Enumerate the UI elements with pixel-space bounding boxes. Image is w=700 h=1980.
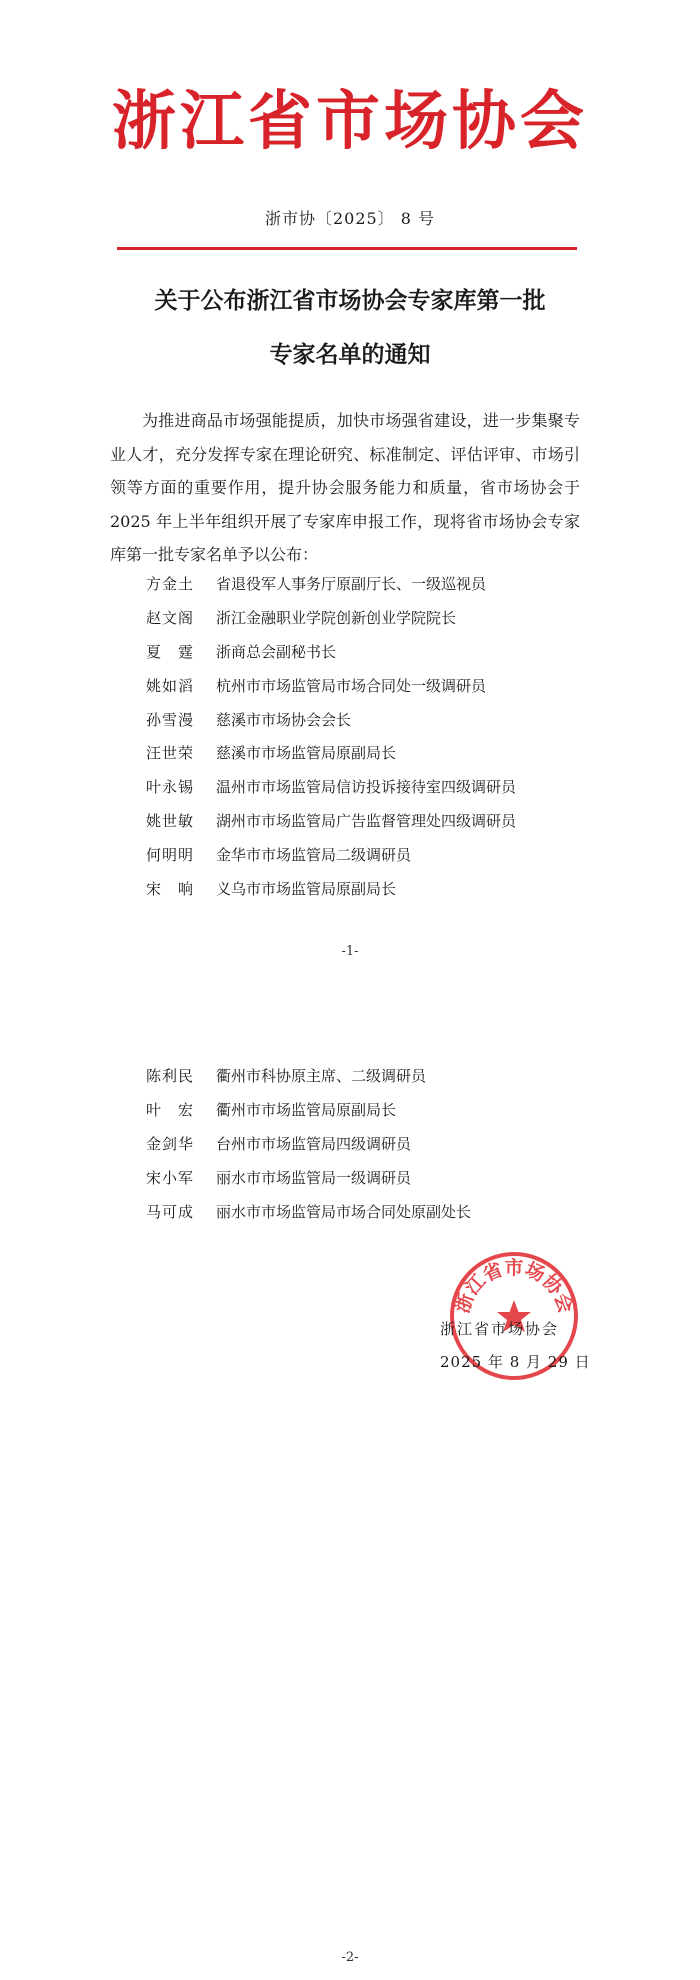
expert-row (146, 702, 626, 736)
page-2 (0, 990, 700, 1980)
expert-title: 丽水市市场监管局一级调研员 (216, 1168, 412, 1187)
expert-row (146, 804, 626, 838)
expert-name: 叶永锡 (146, 778, 195, 797)
expert-row (146, 1059, 626, 1093)
expert-name: 汪世荣 (146, 744, 195, 763)
expert-title: 衢州市市场监管局原副局长 (216, 1101, 397, 1120)
notice-title-line-1: 关于公布浙江省市场协会专家库第一批 (154, 287, 546, 314)
expert-name: 宋 响 (146, 879, 195, 898)
expert-title: 衢州市科协原主席、二级调研员 (216, 1067, 427, 1086)
expert-name: 何明明 (146, 845, 195, 864)
signature-org: 浙江省市场协会 (440, 1320, 560, 1338)
page-number: -2- (341, 1950, 359, 1965)
expert-name: 方金土 (146, 575, 195, 594)
expert-row (146, 1160, 626, 1194)
expert-row (146, 1127, 626, 1161)
expert-list-page-2 (146, 1059, 626, 1228)
notice-body: 为推进商品市场强能提质，加快市场强省建设，进一步集聚专业人才，充分发挥专家在理论研究、标准制定、评估评审、市场引领等方面的重要作用，提升协会服务能力和质量，省市场协会于 2025 年上半年组织开展了专家库申报工作，现将省市场协会专家库第一批专家名单予以公布： (110, 411, 580, 564)
org-title: 浙江省市场协会 (112, 84, 588, 159)
expert-row (146, 567, 626, 601)
expert-name: 叶 宏 (146, 1101, 195, 1120)
expert-name: 赵文阁 (146, 609, 195, 628)
expert-row (146, 837, 626, 871)
expert-row (146, 1194, 626, 1228)
expert-title: 湖州市市场监管局广告监督管理处四级调研员 (216, 811, 517, 830)
expert-row (146, 635, 626, 669)
expert-title: 温州市市场监管局信访投诉接待室四级调研员 (216, 778, 517, 797)
page-number: -1- (341, 944, 359, 959)
expert-name: 陈利民 (146, 1067, 195, 1086)
expert-name: 宋小军 (146, 1168, 195, 1187)
expert-name: 金剑华 (146, 1134, 195, 1153)
expert-list-page-1 (146, 567, 626, 905)
expert-title: 杭州市市场监管局市场合同处一级调研员 (216, 676, 487, 695)
seal-text: 浙江省市场协会 (451, 1257, 577, 1316)
expert-title: 金华市市场监管局二级调研员 (216, 845, 412, 864)
signature-date: 2025 年 8 月 29 日 (440, 1353, 591, 1371)
expert-title: 丽水市市场监管局市场合同处原副处长 (216, 1202, 472, 1221)
expert-title: 浙江金融职业学院创新创业学院院长 (216, 609, 457, 628)
expert-row (146, 871, 626, 905)
expert-name: 孙雪漫 (146, 710, 195, 729)
expert-row (146, 601, 626, 635)
expert-title: 慈溪市市场协会会长 (216, 710, 352, 729)
expert-row (146, 1093, 626, 1127)
expert-row (146, 736, 626, 770)
expert-title: 义乌市市场监管局原副局长 (216, 879, 397, 898)
expert-title: 浙商总会副秘书长 (216, 642, 337, 661)
expert-row (146, 668, 626, 702)
expert-name: 马可成 (146, 1202, 195, 1221)
expert-title: 慈溪市市场监管局原副局长 (216, 744, 397, 763)
expert-title: 台州市市场监管局四级调研员 (216, 1134, 412, 1153)
red-divider (117, 247, 577, 250)
expert-name: 姚世敏 (146, 811, 195, 830)
expert-name: 夏 霆 (146, 642, 195, 661)
expert-row (146, 770, 626, 804)
notice-title-line-2: 专家名单的通知 (269, 341, 431, 368)
expert-title: 省退役军人事务厅原副厅长、一级巡视员 (216, 575, 487, 594)
document-number: 浙市协〔2025〕 8 号 (264, 209, 436, 228)
expert-name: 姚如滔 (146, 676, 195, 695)
